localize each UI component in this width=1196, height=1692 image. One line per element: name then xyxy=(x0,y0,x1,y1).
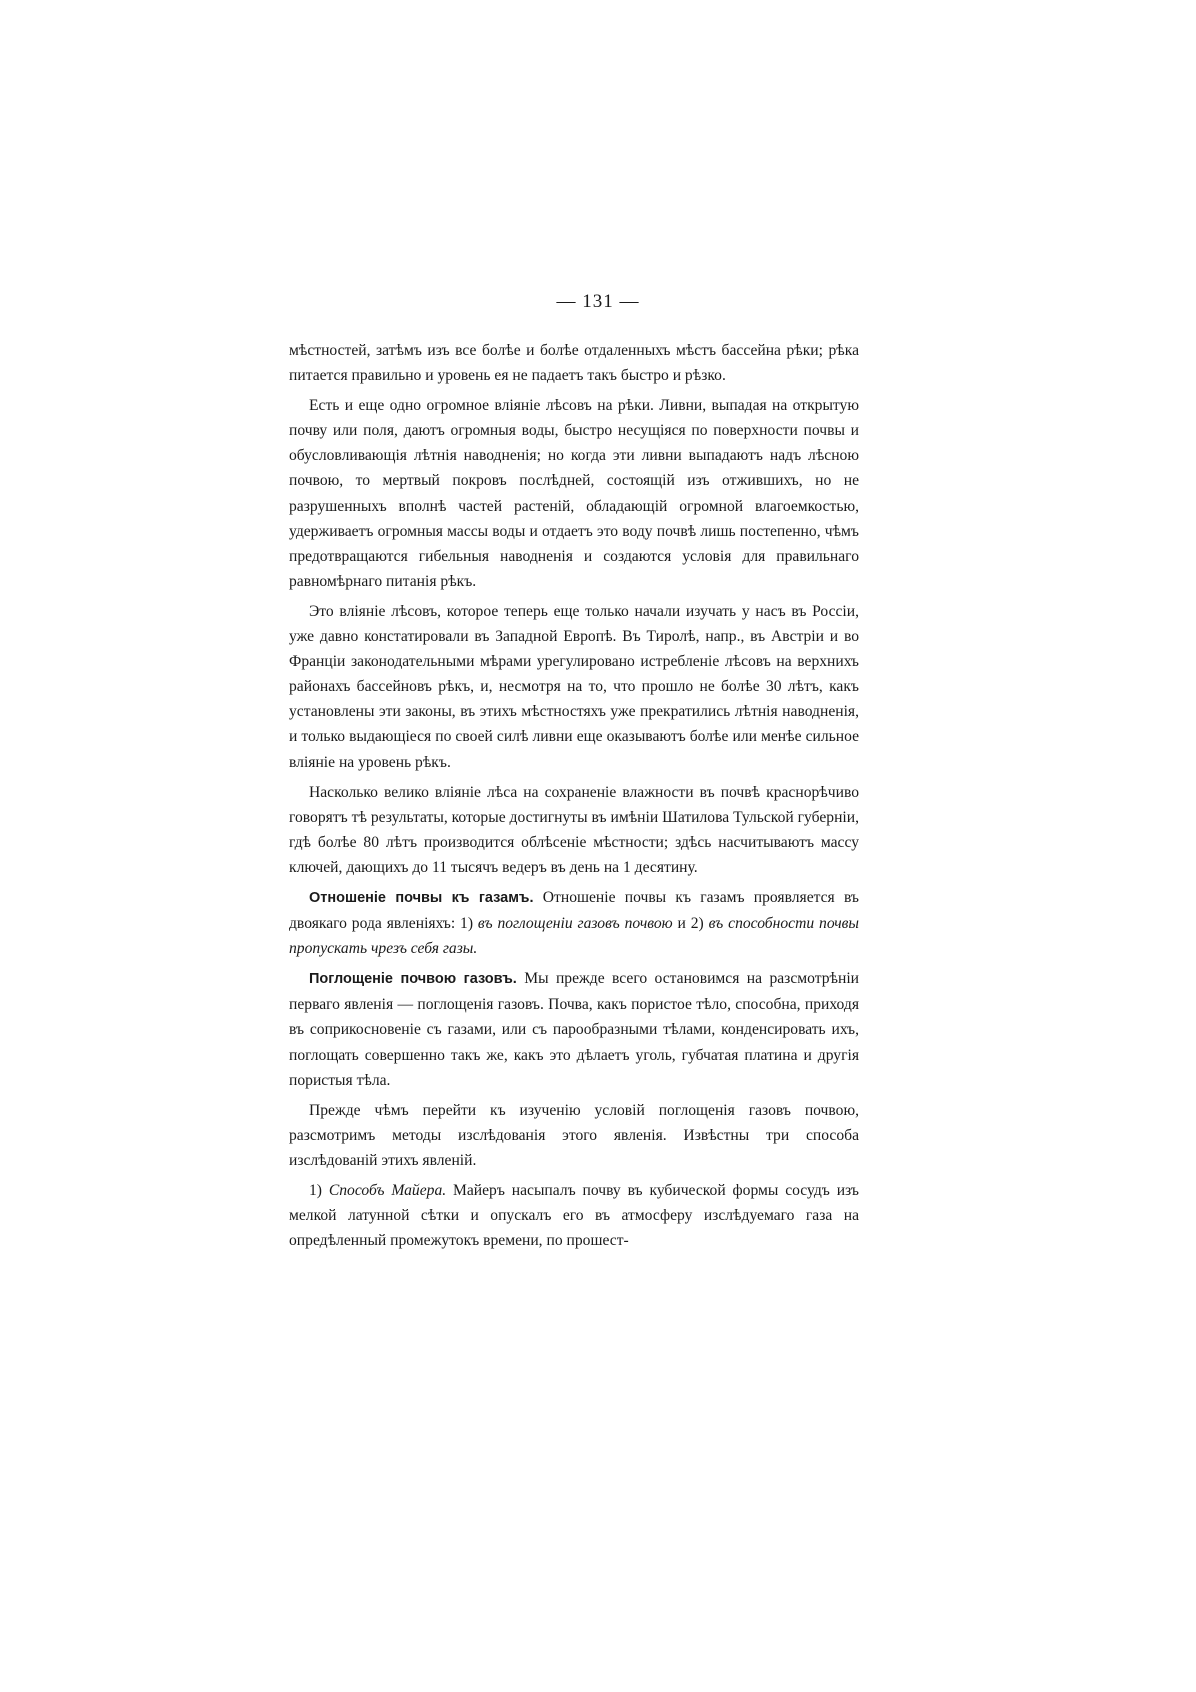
paragraph-text: Мы прежде всего остановимся на разсмотрѣніи перваго явленія — поглощенія газовъ. Почва, какъ пористое тѣло, способна, приходя въ соприкосновеніе съ газами, или съ парообразными тѣлами, конденсировать ихъ, поглощать совершенно такъ же, какъ это дѣлаетъ уголь, губчатая платина и другія пористыя тѣла. xyxy=(289,970,859,1089)
paragraph-europe-laws: Это вліяніе лѣсовъ, которое теперь еще только начали изучать у насъ въ Россіи, уже давно констатировали въ Западной Европѣ. Въ Тиролѣ, напр., въ Австріи и во Франціи законодательными мѣрами урегулировано истребленіе лѣсовъ на верхнихъ районахъ бассейновъ рѣкъ, и, несмотря на то, что прошло не болѣе 30 лѣтъ, какъ установлены эти законы, въ этихъ мѣстностяхъ уже прекратились лѣтнія наводненія, и только выдающіеся по своей силѣ ливни еще оказываютъ болѣе или менѣе сильное вліяніе на уровень рѣкъ. xyxy=(289,602,859,771)
italic-phrase: въ способности почвы пропускать чрезъ себя газы. xyxy=(289,915,859,958)
paragraph-forest-rain: Есть и еще одно огромное вліяніе лѣсовъ на рѣки. Ливни, выпадая на открытую почву или поля, даютъ огромныя воды, быстро несущіяся по поверхности почвы и обусловливающія лѣтнія наводненія; но когда эти ливни выпадаютъ надъ лѣсною почвою, то мертвый покровъ послѣдней, состоящій изъ отжившихъ, но не разрушенныхъ вполнѣ частей растеній, обладающій огромной влагоемкостью, удерживаетъ огромныя массы воды и отдаетъ это воду почвѣ лишь постепенно, чѣмъ предотвращаются гибельныя наводненія и создаются условія для правильнаго равномѣрнаго питанія рѣкъ. xyxy=(289,397,859,590)
paragraph-shatilov-estate: Насколько велико вліяніе лѣса на сохраненіе влажности въ почвѣ краснорѣчиво говорятъ тѣ результаты, которые достигнуты въ имѣніи Шатилова Тульской губерніи, гдѣ болѣе 80 лѣтъ производится облѣсеніе мѣстности; здѣсь насчитываютъ массу ключей, дающихъ до 11 тысячъ ведеръ въ день на 1 десятину. xyxy=(289,783,859,876)
body-text xyxy=(289,338,859,1258)
italic-phrase: въ поглощеніи газовъ почвою xyxy=(477,915,673,933)
method-title: Способъ Майера. xyxy=(328,1182,447,1199)
paragraph-soil-gases xyxy=(289,885,859,961)
paragraph-gas-absorption xyxy=(289,966,859,1092)
paragraph-continuation: мѣстностей, затѣмъ изъ все болѣе и болѣе отдаленныхъ мѣстъ бассейна рѣки; рѣка питается правильно и уровень ея не падаетъ такъ быстро и рѣзко. xyxy=(289,342,859,385)
page-number: — 131 — xyxy=(556,291,640,312)
section-heading-gas-absorption: Поглощеніе почвою газовъ. xyxy=(309,971,517,988)
paragraph-text: Майеръ насыпалъ почву въ кубической формы сосудъ изъ мелкой латунной сѣтки и опускалъ его въ атмосферу изслѣдуемаго газа на опредѣленный промежутокъ времени, по прошест- xyxy=(289,1182,859,1250)
section-heading-soil-gases: Отношеніе почвы къ газамъ. xyxy=(309,889,534,906)
paragraph-text: Отношеніе почвы къ газамъ проявляется въ двоякаго рода явленіяхъ: 1) xyxy=(289,888,859,933)
paragraph-methods: Прежде чѣмъ перейти къ изученію условій поглощенія газовъ почвою, разсмотримъ методы изслѣдованія этого явленія. Извѣстны три способа изслѣдованій этихъ явленій. xyxy=(289,1101,859,1169)
paragraph-mayer-method xyxy=(289,1178,859,1253)
paragraph-text: и 2) xyxy=(672,915,709,933)
list-number: 1) xyxy=(309,1182,329,1199)
